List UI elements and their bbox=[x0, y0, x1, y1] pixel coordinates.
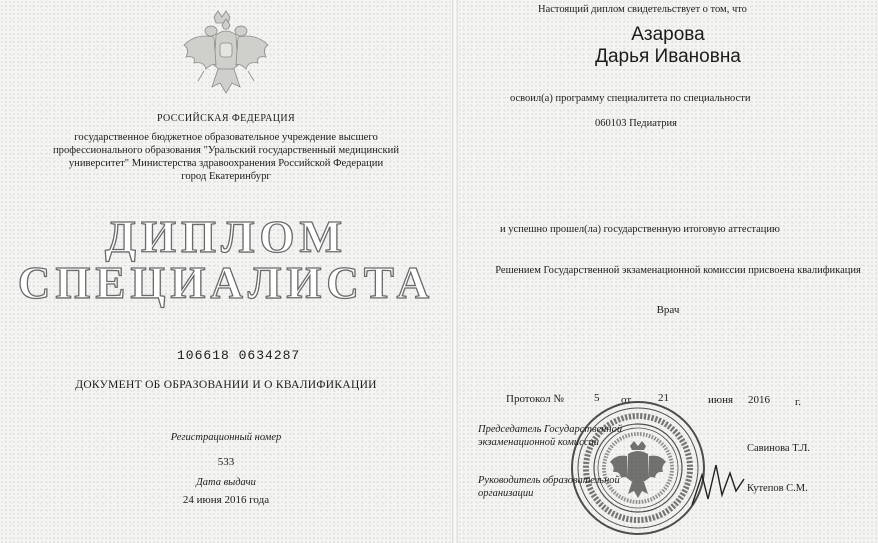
organization-head-name: Кутепов С.М. bbox=[747, 483, 808, 494]
mastered-program-text: освоил(а) программу специалитета по специальности bbox=[510, 93, 751, 104]
protocol-label: Протокол № bbox=[506, 393, 564, 405]
registration-number-label: Регистрационный номер bbox=[170, 432, 282, 443]
commission-decision-text: Решением Государственной экзаменационной комиссии присвоена квалификация bbox=[495, 265, 861, 276]
graduate-given-names: Дарья Ивановна bbox=[595, 46, 741, 67]
issue-date-label: Дата выдачи bbox=[196, 477, 256, 488]
commission-chair-title: Председатель Государственной экзаменационной комиссии bbox=[478, 424, 623, 448]
protocol-year: 2016 bbox=[748, 394, 770, 406]
commission-chair-name: Савинова Т.Л. bbox=[747, 443, 810, 454]
organization-head-title: Руководитель образовательной организации bbox=[478, 475, 620, 499]
issue-date: 24 июня 2016 года bbox=[182, 494, 270, 506]
official-seal-icon bbox=[568, 398, 708, 538]
double-headed-eagle-icon bbox=[176, 5, 276, 97]
serial-number: 106618 0634287 bbox=[177, 348, 301, 363]
diploma-title-line1: ДИПЛОМ bbox=[105, 212, 347, 262]
protocol-from: от bbox=[621, 394, 632, 406]
protocol-number: 5 bbox=[594, 392, 600, 404]
qualification: Врач bbox=[656, 304, 680, 316]
protocol-year-suffix: г. bbox=[795, 396, 802, 408]
attestation-text: и успешно прошел(ла) государственную итоговую аттестацию bbox=[500, 224, 780, 235]
diploma-right-page bbox=[458, 0, 878, 543]
specialty: 060103 Педиатрия bbox=[595, 118, 677, 129]
institution-name: государственное бюджетное образовательное учреждение высшего профессионального образования "Уральский государственный медицинский университет" Министерства здравоохранения Российской Федерации город Екатеринбург bbox=[53, 132, 399, 182]
city-name: город Екатеринбург bbox=[181, 171, 271, 182]
signature-mark bbox=[688, 455, 748, 515]
diploma-title-line2: СПЕЦИАЛИСТА bbox=[17, 258, 435, 308]
protocol-day: 21 bbox=[658, 392, 669, 404]
document-type: ДОКУМЕНТ ОБ ОБРАЗОВАНИИ И О КВАЛИФИКАЦИИ bbox=[75, 379, 377, 391]
protocol-month: июня bbox=[708, 394, 734, 406]
graduate-surname: Азарова bbox=[631, 24, 705, 45]
certifies-text: Настоящий диплом свидетельствует о том, что bbox=[538, 4, 747, 15]
country-name: РОССИЙСКАЯ ФЕДЕРАЦИЯ bbox=[156, 113, 296, 124]
registration-number: 533 bbox=[217, 456, 235, 468]
